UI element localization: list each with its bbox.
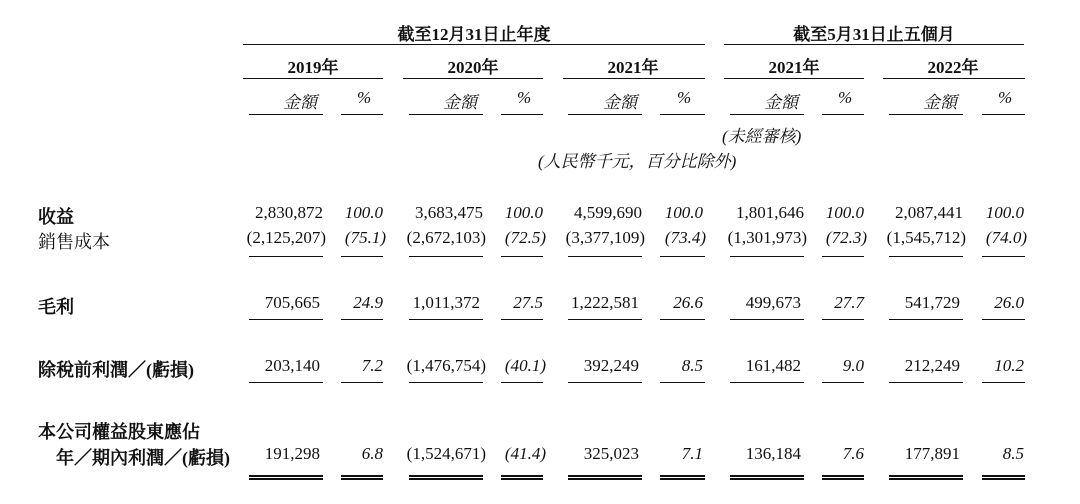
cell-percent: 26.6	[673, 293, 703, 312]
double-total-rule	[409, 475, 483, 480]
cell-percent: (72.3)	[825, 228, 867, 247]
cell-percent: 100.0	[985, 203, 1024, 222]
year-rule	[403, 78, 543, 79]
subtotal-rule	[730, 256, 804, 257]
header-rule-five-months	[724, 44, 1024, 45]
cell-value: 541,729	[904, 293, 960, 312]
unaudited-note: (未經審核)	[722, 127, 802, 146]
cell-percent: 100.0	[344, 203, 383, 222]
total-rule	[822, 382, 864, 383]
year-header-2022-five-months: 2022年	[927, 58, 979, 77]
year-header-2019: 2019年	[287, 58, 339, 77]
sub-rule	[660, 114, 705, 115]
sub-rule	[409, 114, 483, 115]
subtotal-rule	[249, 256, 323, 257]
sub-rule	[249, 114, 323, 115]
total-rule	[501, 319, 543, 320]
percent-header: %	[677, 88, 692, 107]
total-rule	[409, 382, 483, 383]
header-five-months: 截至5月31日止五個月	[793, 25, 955, 44]
subtotal-rule	[341, 256, 383, 257]
year-rule	[563, 78, 705, 79]
cell-percent: (74.0)	[985, 228, 1027, 247]
percent-header: %	[998, 88, 1013, 107]
cell-value: 136,184	[745, 444, 801, 463]
cell-percent: 10.2	[994, 356, 1024, 375]
subtotal-rule	[982, 256, 1025, 257]
total-rule	[730, 382, 804, 383]
double-total-rule	[249, 475, 323, 480]
cell-value: 4,599,690	[574, 203, 642, 222]
total-rule	[982, 382, 1025, 383]
cell-value: 392,249	[583, 356, 639, 375]
total-rule	[409, 319, 483, 320]
subtotal-rule	[501, 256, 543, 257]
year-header-2021: 2021年	[607, 58, 659, 77]
percent-header: %	[517, 88, 532, 107]
cell-value: 212,249	[904, 356, 960, 375]
subtotal-rule	[889, 256, 963, 257]
total-rule	[660, 382, 705, 383]
double-total-rule	[660, 475, 705, 480]
total-rule	[660, 319, 705, 320]
cell-value: 1,801,646	[736, 203, 804, 222]
total-rule	[249, 319, 323, 320]
cell-value: (2,125,207)	[246, 228, 326, 247]
sub-rule	[730, 114, 804, 115]
total-rule	[730, 319, 804, 320]
cell-value: 2,087,441	[895, 203, 963, 222]
cell-percent: 8.5	[681, 356, 703, 375]
cell-value: 705,665	[264, 293, 320, 312]
cell-value: (1,476,754)	[406, 356, 486, 375]
cell-percent: 9.0	[842, 356, 864, 375]
cell-value: (1,545,712)	[886, 228, 966, 247]
subtotal-rule	[568, 256, 642, 257]
total-rule	[568, 319, 642, 320]
cell-value: 191,298	[264, 444, 320, 463]
total-rule	[249, 382, 323, 383]
cell-value: 3,683,475	[415, 203, 483, 222]
sub-rule	[889, 114, 963, 115]
cell-value: (2,672,103)	[406, 228, 486, 247]
double-total-rule	[568, 475, 642, 480]
total-rule	[889, 382, 963, 383]
sub-rule	[822, 114, 864, 115]
row-label-profit-before-tax: 除稅前利潤／(虧損)	[38, 360, 194, 380]
sub-rule	[341, 114, 383, 115]
cell-value: 2,830,872	[255, 203, 323, 222]
percent-header: %	[357, 88, 372, 107]
cell-percent: 24.9	[353, 293, 383, 312]
cell-value: (3,377,109)	[565, 228, 645, 247]
year-rule	[243, 78, 383, 79]
cell-percent: (41.4)	[504, 444, 546, 463]
year-header-2020: 2020年	[447, 58, 499, 77]
cell-percent: 7.2	[361, 356, 383, 375]
row-label-profit-attributable: 本公司權益股東應佔	[38, 422, 200, 442]
amount-header: 金額	[764, 93, 798, 112]
cell-value: 177,891	[904, 444, 960, 463]
percent-header: %	[838, 88, 853, 107]
sub-rule	[568, 114, 642, 115]
total-rule	[982, 319, 1025, 320]
total-rule	[568, 382, 642, 383]
row-label-gross-profit: 毛利	[38, 297, 74, 317]
subtotal-rule	[409, 256, 483, 257]
cell-percent: 100.0	[825, 203, 864, 222]
amount-header: 金額	[283, 93, 317, 112]
total-rule	[889, 319, 963, 320]
cell-percent: (73.4)	[664, 228, 706, 247]
subtotal-rule	[822, 256, 864, 257]
year-header-2021-five-months: 2021年	[768, 58, 820, 77]
cell-value: 499,673	[745, 293, 801, 312]
cell-value: 1,011,372	[412, 293, 480, 312]
total-rule	[341, 319, 383, 320]
cell-percent: (75.1)	[344, 228, 386, 247]
cell-percent: 100.0	[664, 203, 703, 222]
cell-percent: 8.5	[1002, 444, 1024, 463]
amount-header: 金額	[443, 93, 477, 112]
header-rule-year-ended	[243, 44, 705, 45]
subtotal-rule	[660, 256, 705, 257]
double-total-rule	[501, 475, 543, 480]
cell-percent: 7.6	[842, 444, 864, 463]
cell-value: 161,482	[745, 356, 801, 375]
year-rule	[724, 78, 864, 79]
double-total-rule	[982, 475, 1025, 480]
total-rule	[822, 319, 864, 320]
cell-percent: 100.0	[504, 203, 543, 222]
amount-header: 金額	[603, 93, 637, 112]
cell-percent: 26.0	[994, 293, 1024, 312]
amount-header: 金額	[923, 93, 957, 112]
double-total-rule	[822, 475, 864, 480]
cell-percent: 6.8	[361, 444, 383, 463]
cell-percent: 27.5	[513, 293, 543, 312]
unit-note: (人民幣千元，百分比除外)	[538, 152, 737, 171]
cell-value: (1,524,671)	[406, 444, 486, 463]
total-rule	[341, 382, 383, 383]
double-total-rule	[341, 475, 383, 480]
total-rule	[501, 382, 543, 383]
year-rule	[883, 78, 1025, 79]
cell-value: 1,222,581	[571, 293, 639, 312]
double-total-rule	[889, 475, 963, 480]
header-year-ended: 截至12月31日止年度	[397, 25, 551, 44]
cell-value: 325,023	[583, 444, 639, 463]
cell-percent: (72.5)	[504, 228, 546, 247]
cell-percent: 7.1	[681, 444, 703, 463]
row-label-revenue: 收益	[38, 207, 74, 227]
row-label-profit-attributable-line2: 年／期內利潤／(虧損)	[56, 448, 230, 468]
cell-value: (1,301,973)	[727, 228, 807, 247]
sub-rule	[501, 114, 543, 115]
cell-percent: (40.1)	[504, 356, 546, 375]
row-label-cost-of-sales: 銷售成本	[38, 232, 110, 252]
cell-percent: 27.7	[834, 293, 864, 312]
sub-rule	[982, 114, 1025, 115]
cell-value: 203,140	[264, 356, 320, 375]
double-total-rule	[730, 475, 804, 480]
